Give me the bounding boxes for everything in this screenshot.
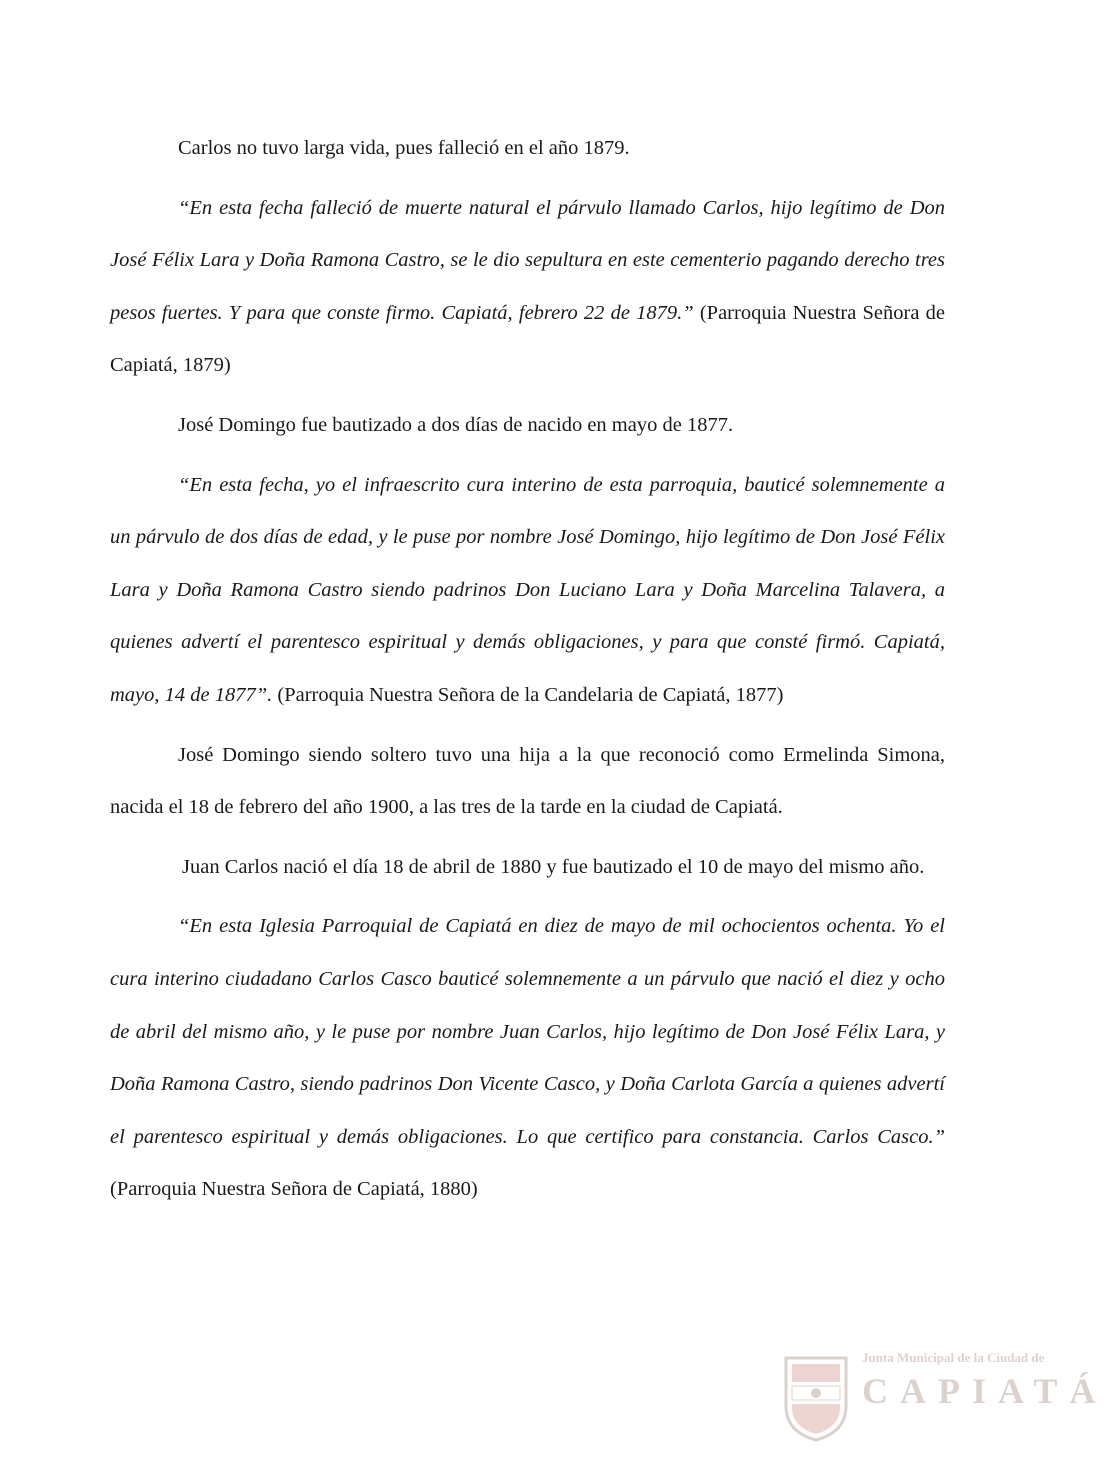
document-page (110, 122, 945, 1223)
watermark-main-text: CAPIATÁ (862, 1371, 1107, 1411)
paragraph-jose-domingo-baptism (110, 399, 945, 452)
citation: (Parroquia Nuestra Señora de Capiatá, 1879) (110, 301, 945, 377)
capiata-watermark (780, 1344, 1107, 1454)
quote-text: “En esta Iglesia Parroquial de Capiatá en diez de mayo de mil ochocientos ochenta. Yo el cura interino ciudadano Carlos Casco bauticé solemnemente a un párvulo que nació el diez y ocho de abril del mismo año, y le puse por nombre Juan Carlos, hijo legítimo de Don José Félix Lara, y Doña Ramona Castro, siendo padrinos Don Vicente Casco, y Doña Carlota García a quienes advertí el parentesco espiritual y demás obligaciones. Lo que certifico para constancia. Carlos Casco.” (110, 915, 945, 1148)
paragraph-ermelinda (110, 729, 945, 834)
paragraph-juan-carlos (110, 841, 945, 894)
citation: (Parroquia Nuestra Señora de Capiatá, 1880) (110, 1178, 478, 1201)
quote-jose-domingo-baptism (110, 459, 945, 722)
paragraph-carlos-death (110, 122, 945, 175)
paragraph-text: José Domingo siendo soltero tuvo una hija a la que reconoció como Ermelinda Simona, nacida el 18 de febrero del año 1900, a las tres de la tarde en la ciudad de Capiatá. (110, 743, 945, 819)
paragraph-text: José Domingo fue bautizado a dos días de nacido en mayo de 1877. (178, 413, 734, 436)
watermark-top-line: Junta Municipal de la Ciudad de (862, 1350, 1045, 1365)
quote-juan-carlos-baptism (110, 900, 945, 1216)
quote-carlos-burial (110, 182, 945, 392)
quote-text: “En esta fecha falleció de muerte natural el párvulo llamado Carlos, hijo legítimo de Don José Félix Lara y Doña Ramona Castro, se le dio sepultura en este cementerio pagando derecho tres pesos fuertes. Y para que conste firmo. Capiatá, febrero 22 de 1879.” (110, 196, 945, 324)
paragraph-text: Juan Carlos nació el día 18 de abril de 1880 y fue bautizado el 10 de mayo del mismo año. (182, 855, 925, 878)
citation: (Parroquia Nuestra Señora de la Candelaria de Capiatá, 1877) (277, 683, 784, 706)
quote-text: “En esta fecha, yo el infraescrito cura interino de esta parroquia, bauticé solemnemente a un párvulo de dos días de edad, y le puse por nombre José Domingo, hijo legítimo de Don José Félix Lara y Doña Ramona Castro siendo padrinos Don Luciano Lara y Doña Marcelina Talavera, a quienes advertí el parentesco espiritual y demás obligaciones, y para que consté firmó. Capiatá, mayo, 14 de 1877”. (110, 473, 945, 706)
paragraph-text: Carlos no tuvo larga vida, pues falleció en el año 1879. (178, 137, 630, 159)
coat-of-arms-icon (780, 1348, 852, 1444)
